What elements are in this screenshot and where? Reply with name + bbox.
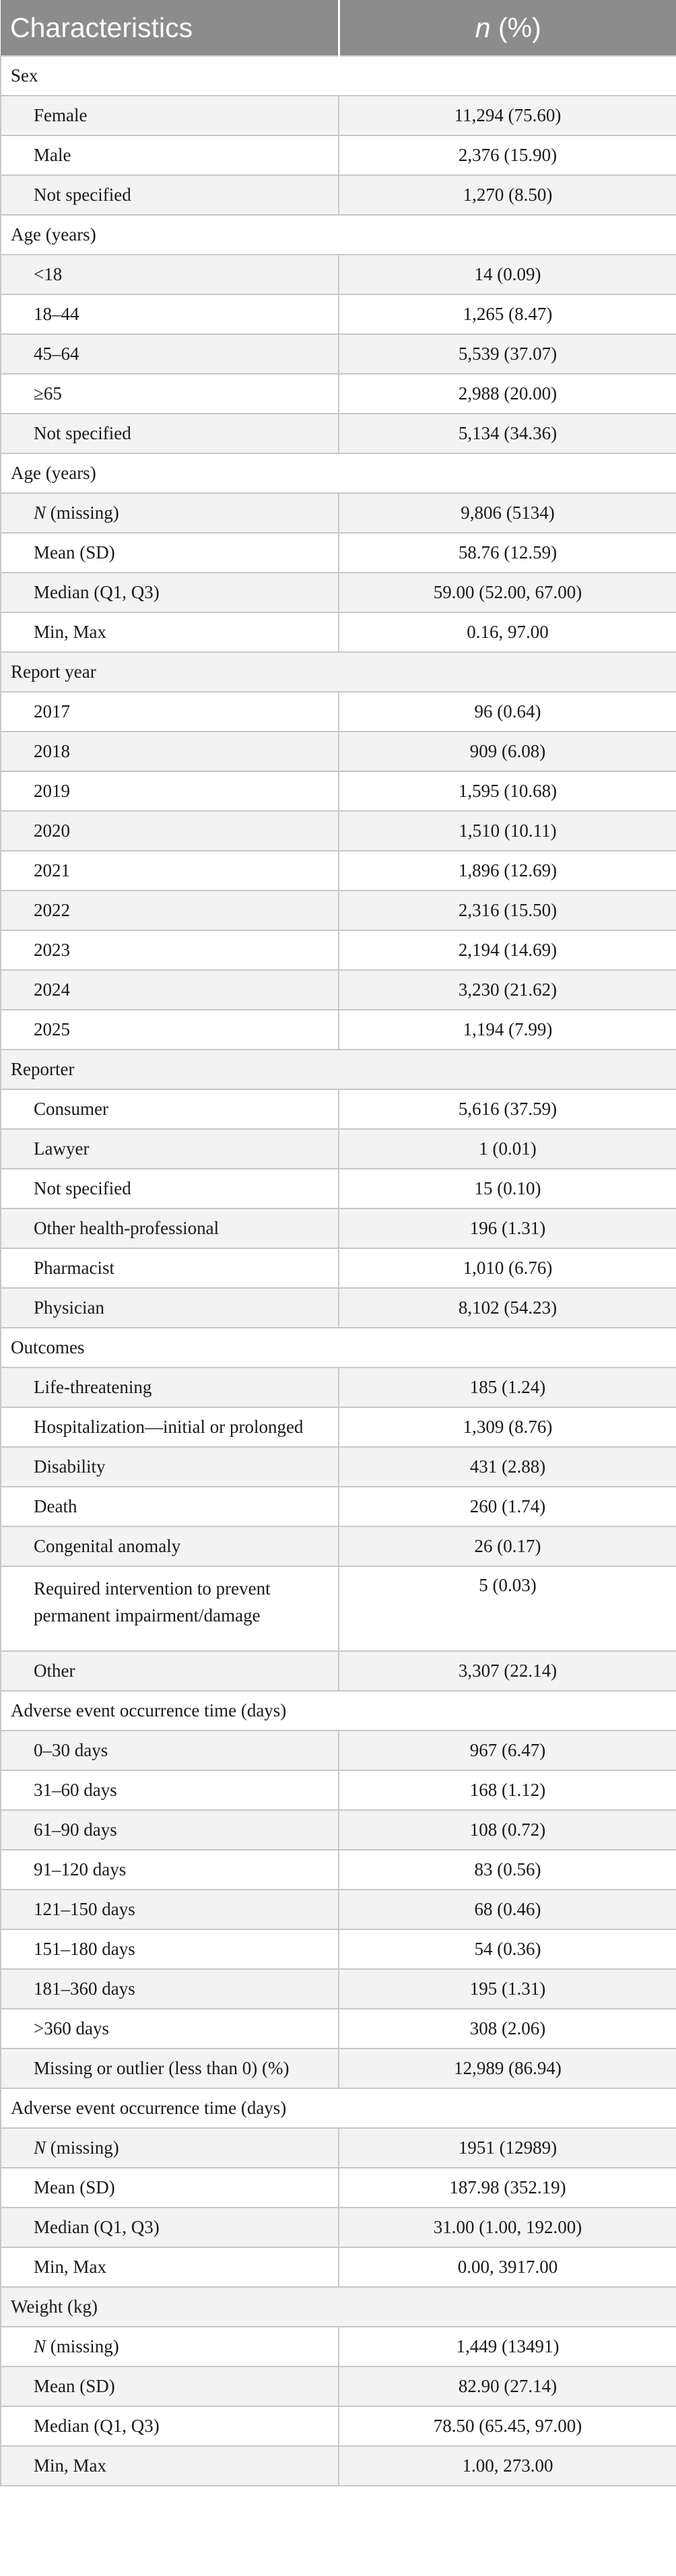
table-row xyxy=(1,2168,676,2208)
group-title: Age (years) xyxy=(1,215,676,255)
row-label: 121–150 days xyxy=(1,1890,339,1929)
row-label: Not specified xyxy=(1,175,339,215)
row-label: 2018 xyxy=(1,732,339,771)
row-value: 1,010 (6.76) xyxy=(339,1248,676,1288)
group-title: Sex xyxy=(1,56,676,96)
row-label: ≥65 xyxy=(1,374,339,414)
table-row xyxy=(1,2366,676,2406)
row-value: 1,510 (10.11) xyxy=(339,811,676,851)
table-row xyxy=(1,334,676,374)
table-row xyxy=(1,1969,676,2009)
row-value: 83 (0.56) xyxy=(339,1850,676,1890)
table-row xyxy=(1,2406,676,2446)
row-value: 1,265 (8.47) xyxy=(339,294,676,334)
row-label: Min, Max xyxy=(1,2446,339,2486)
row-value: 26 (0.17) xyxy=(339,1526,676,1566)
row-label: 61–90 days xyxy=(1,1810,339,1850)
group-header-row xyxy=(1,652,676,692)
row-value: 0.00, 3917.00 xyxy=(339,2247,676,2287)
group-header-row xyxy=(1,2088,676,2128)
group-title: Reporter xyxy=(1,1050,676,1089)
table-row xyxy=(1,732,676,771)
row-value: 68 (0.46) xyxy=(339,1890,676,1929)
table-row xyxy=(1,2009,676,2049)
row-label: Congenital anomaly xyxy=(1,1526,339,1566)
table-row xyxy=(1,1288,676,1328)
row-label xyxy=(1,493,339,533)
row-label: 2022 xyxy=(1,891,339,930)
row-label: 91–120 days xyxy=(1,1850,339,1890)
table-row xyxy=(1,771,676,811)
table-row xyxy=(1,2049,676,2088)
table-row xyxy=(1,1367,676,1407)
row-label: Median (Q1, Q3) xyxy=(1,2406,339,2446)
row-value: 168 (1.12) xyxy=(339,1770,676,1810)
table-row xyxy=(1,970,676,1010)
table-row xyxy=(1,891,676,930)
row-label-italic: N xyxy=(34,2137,46,2158)
row-label: 2023 xyxy=(1,930,339,970)
row-value: 2,376 (15.90) xyxy=(339,135,676,175)
row-label: Required intervention to prevent permanent impairment/damage xyxy=(1,1566,339,1651)
group-header-row xyxy=(1,453,676,493)
table-row xyxy=(1,374,676,414)
percent-header: (%) xyxy=(490,11,541,43)
row-label: 0–30 days xyxy=(1,1731,339,1770)
row-label: 31–60 days xyxy=(1,1770,339,1810)
row-value: 3,307 (22.14) xyxy=(339,1651,676,1691)
table-row xyxy=(1,175,676,215)
table-row xyxy=(1,2247,676,2287)
n-header-italic: n xyxy=(475,11,491,43)
row-value: 431 (2.88) xyxy=(339,1447,676,1487)
row-label: Life-threatening xyxy=(1,1367,339,1407)
row-value: 5,616 (37.59) xyxy=(339,1089,676,1129)
row-label: 18–44 xyxy=(1,294,339,334)
row-value: 5 (0.03) xyxy=(339,1566,676,1651)
row-label xyxy=(1,2128,339,2168)
row-label-italic: N xyxy=(34,503,46,523)
row-value: 12,989 (86.94) xyxy=(339,2049,676,2088)
group-header-row xyxy=(1,215,676,255)
row-label: Mean (SD) xyxy=(1,2168,339,2208)
row-label: Male xyxy=(1,135,339,175)
row-label: Death xyxy=(1,1487,339,1526)
row-label: Consumer xyxy=(1,1089,339,1129)
row-value: 187.98 (352.19) xyxy=(339,2168,676,2208)
row-label: >360 days xyxy=(1,2009,339,2049)
row-value: 31.00 (1.00, 192.00) xyxy=(339,2208,676,2247)
table-row xyxy=(1,294,676,334)
row-value: 2,988 (20.00) xyxy=(339,374,676,414)
table-row xyxy=(1,255,676,294)
row-label xyxy=(1,2327,339,2366)
group-title: Weight (kg) xyxy=(1,2287,676,2327)
table-row xyxy=(1,1526,676,1566)
table-row xyxy=(1,96,676,135)
table-body xyxy=(1,56,676,2486)
row-label-text: (missing) xyxy=(46,2336,119,2356)
table-row xyxy=(1,493,676,533)
row-label: 2019 xyxy=(1,771,339,811)
row-value: 195 (1.31) xyxy=(339,1969,676,2009)
group-header-row xyxy=(1,56,676,96)
table-row xyxy=(1,1129,676,1169)
group-header-row xyxy=(1,1328,676,1367)
table-row xyxy=(1,1248,676,1288)
row-label: Other health-professional xyxy=(1,1209,339,1248)
row-label-text: (missing) xyxy=(46,503,119,523)
table-row xyxy=(1,1487,676,1526)
table-header-row xyxy=(1,0,676,56)
table-row xyxy=(1,1770,676,1810)
table-row xyxy=(1,1447,676,1487)
table-row xyxy=(1,1810,676,1850)
row-value: 1951 (12989) xyxy=(339,2128,676,2168)
table-row xyxy=(1,414,676,453)
row-label: Median (Q1, Q3) xyxy=(1,2208,339,2247)
table-row xyxy=(1,2128,676,2168)
table-row xyxy=(1,612,676,652)
row-value: 308 (2.06) xyxy=(339,2009,676,2049)
row-label-text: (missing) xyxy=(46,2137,119,2158)
row-value: 5,134 (34.36) xyxy=(339,414,676,453)
row-label-italic: N xyxy=(34,2336,46,2356)
row-value: 14 (0.09) xyxy=(339,255,676,294)
group-title: Adverse event occurrence time (days) xyxy=(1,2088,676,2128)
row-value: 909 (6.08) xyxy=(339,732,676,771)
row-value: 1,270 (8.50) xyxy=(339,175,676,215)
row-label: Female xyxy=(1,96,339,135)
row-label: Missing or outlier (less than 0) (%) xyxy=(1,2049,339,2088)
row-value: 1,449 (13491) xyxy=(339,2327,676,2366)
row-label: 2020 xyxy=(1,811,339,851)
row-value: 15 (0.10) xyxy=(339,1169,676,1209)
row-label: Other xyxy=(1,1651,339,1691)
group-title: Report year xyxy=(1,652,676,692)
row-value: 11,294 (75.60) xyxy=(339,96,676,135)
row-label: Not specified xyxy=(1,1169,339,1209)
row-label: 2025 xyxy=(1,1010,339,1050)
row-label: 2024 xyxy=(1,970,339,1010)
table-row xyxy=(1,1850,676,1890)
table-row xyxy=(1,533,676,573)
row-value: 185 (1.24) xyxy=(339,1367,676,1407)
row-value: 0.16, 97.00 xyxy=(339,612,676,652)
table-row xyxy=(1,1731,676,1770)
row-value: 196 (1.31) xyxy=(339,1209,676,1248)
row-label: 45–64 xyxy=(1,334,339,374)
row-value: 1,595 (10.68) xyxy=(339,771,676,811)
table-row xyxy=(1,2208,676,2247)
characteristics-header: Characteristics xyxy=(1,0,339,56)
row-label: 151–180 days xyxy=(1,1929,339,1969)
table-row xyxy=(1,135,676,175)
group-header-row xyxy=(1,1050,676,1089)
table-row xyxy=(1,1089,676,1129)
row-label: Lawyer xyxy=(1,1129,339,1169)
row-value: 2,194 (14.69) xyxy=(339,930,676,970)
row-value: 2,316 (15.50) xyxy=(339,891,676,930)
group-title: Age (years) xyxy=(1,453,676,493)
table-row xyxy=(1,1010,676,1050)
row-value: 78.50 (65.45, 97.00) xyxy=(339,2406,676,2446)
row-value: 96 (0.64) xyxy=(339,692,676,732)
table-row xyxy=(1,811,676,851)
table-row xyxy=(1,1209,676,1248)
row-value: 967 (6.47) xyxy=(339,1731,676,1770)
group-title: Outcomes xyxy=(1,1328,676,1367)
group-title: Adverse event occurrence time (days) xyxy=(1,1691,676,1731)
row-label: Hospitalization—initial or prolonged xyxy=(1,1407,339,1447)
group-header-row xyxy=(1,2287,676,2327)
group-header-row xyxy=(1,1691,676,1731)
n-percent-header xyxy=(339,0,676,56)
table-row xyxy=(1,1890,676,1929)
table-row xyxy=(1,1651,676,1691)
row-label: 2017 xyxy=(1,692,339,732)
row-label: 2021 xyxy=(1,851,339,891)
row-label: Pharmacist xyxy=(1,1248,339,1288)
row-value: 59.00 (52.00, 67.00) xyxy=(339,573,676,612)
table-row xyxy=(1,1169,676,1209)
row-value: 1 (0.01) xyxy=(339,1129,676,1169)
table-row xyxy=(1,573,676,612)
row-value: 5,539 (37.07) xyxy=(339,334,676,374)
row-value: 8,102 (54.23) xyxy=(339,1288,676,1328)
table-row xyxy=(1,1407,676,1447)
row-label: Min, Max xyxy=(1,612,339,652)
table-row xyxy=(1,930,676,970)
table-row xyxy=(1,2446,676,2486)
row-value: 1,896 (12.69) xyxy=(339,851,676,891)
row-value: 108 (0.72) xyxy=(339,1810,676,1850)
row-value: 1,309 (8.76) xyxy=(339,1407,676,1447)
row-label: Median (Q1, Q3) xyxy=(1,573,339,612)
row-value: 3,230 (21.62) xyxy=(339,970,676,1010)
table-row xyxy=(1,1566,676,1651)
table-row xyxy=(1,692,676,732)
table-row xyxy=(1,851,676,891)
row-value: 260 (1.74) xyxy=(339,1487,676,1526)
row-value: 1,194 (7.99) xyxy=(339,1010,676,1050)
row-value: 58.76 (12.59) xyxy=(339,533,676,573)
row-label: Not specified xyxy=(1,414,339,453)
row-label: Disability xyxy=(1,1447,339,1487)
row-label: Physician xyxy=(1,1288,339,1328)
table-row xyxy=(1,1929,676,1969)
row-label: <18 xyxy=(1,255,339,294)
row-value: 54 (0.36) xyxy=(339,1929,676,1969)
row-label: Mean (SD) xyxy=(1,533,339,573)
row-value: 82.90 (27.14) xyxy=(339,2366,676,2406)
row-label: Mean (SD) xyxy=(1,2366,339,2406)
row-value: 9,806 (5134) xyxy=(339,493,676,533)
row-label: Min, Max xyxy=(1,2247,339,2287)
table-row xyxy=(1,2327,676,2366)
row-value: 1.00, 273.00 xyxy=(339,2446,676,2486)
row-label: 181–360 days xyxy=(1,1969,339,2009)
